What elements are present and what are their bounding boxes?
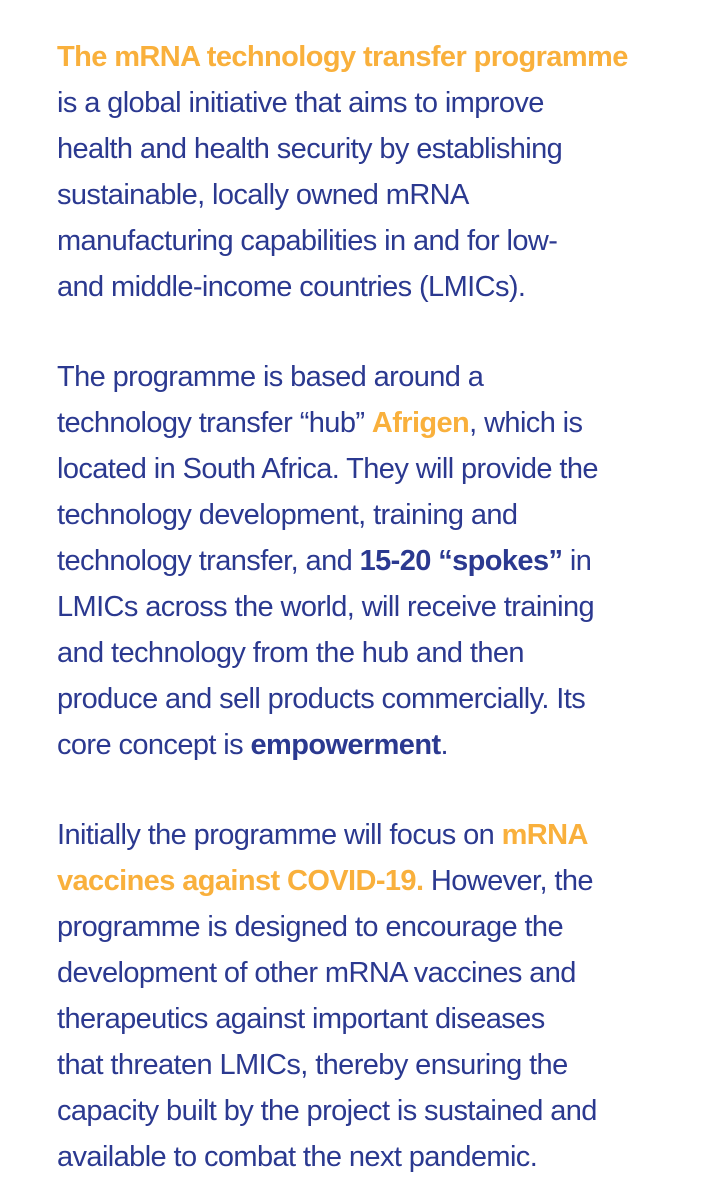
text-line (57, 722, 700, 768)
body-text: technology transfer, and (57, 545, 360, 577)
text-line (57, 812, 700, 858)
text-line (57, 538, 700, 584)
body-text: programme is designed to encourage the (57, 911, 563, 943)
text-line (57, 676, 700, 722)
text-line (57, 1134, 700, 1180)
body-text: and middle-income countries (LMICs). (57, 271, 526, 303)
text-line (57, 630, 700, 676)
body-text: manufacturing capabilities in and for low- (57, 225, 558, 257)
highlighted-text: mRNA (501, 819, 588, 851)
highlighted-text: The mRNA technology transfer programme (57, 41, 628, 73)
body-text: located in South Africa. They will provide the (57, 453, 598, 485)
text-column (57, 34, 700, 1180)
body-text: LMICs across the world, will receive training (57, 591, 595, 623)
body-text: and technology from the hub and then (57, 637, 524, 669)
text-line (57, 446, 700, 492)
text-line (57, 354, 700, 400)
body-text: capacity built by the project is sustained and (57, 1095, 597, 1127)
text-line (57, 1042, 700, 1088)
body-text: However, the (423, 865, 593, 897)
body-text: produce and sell products commercially. Its (57, 683, 586, 715)
highlighted-text: Afrigen (371, 407, 470, 439)
paragraph (57, 354, 700, 768)
body-text: core concept is (57, 729, 251, 761)
body-text: available to combat the next pandemic. (57, 1141, 538, 1173)
text-line (57, 950, 700, 996)
text-line (57, 264, 700, 310)
text-line (57, 904, 700, 950)
text-line (57, 126, 700, 172)
paragraph (57, 812, 700, 1180)
body-text: technology transfer “hub” (57, 407, 372, 439)
text-line (57, 218, 700, 264)
emphasized-text: empowerment (250, 729, 441, 761)
text-line (57, 996, 700, 1042)
body-text: The programme is based around a (57, 361, 484, 393)
body-text: technology development, training and (57, 499, 518, 531)
body-text: , which is (469, 407, 583, 439)
text-line (57, 584, 700, 630)
paragraph (57, 34, 700, 310)
text-line (57, 34, 700, 80)
text-line (57, 858, 700, 904)
body-text: therapeutics against important diseases (57, 1003, 545, 1035)
highlighted-text: vaccines against COVID-19. (57, 865, 424, 897)
body-text: Initially the programme will focus on (57, 819, 502, 851)
body-text: . (440, 729, 448, 761)
body-text: health and health security by establishing (57, 133, 563, 165)
emphasized-text: 15-20 “spokes” (359, 545, 563, 577)
body-text: sustainable, locally owned mRNA (57, 179, 469, 211)
text-line (57, 1088, 700, 1134)
body-text: is a global initiative that aims to improve (57, 87, 544, 119)
text-line (57, 80, 700, 126)
body-text: that threaten LMICs, thereby ensuring the (57, 1049, 568, 1081)
text-line (57, 400, 700, 446)
body-text: in (562, 545, 592, 577)
text-line (57, 492, 700, 538)
body-text: development of other mRNA vaccines and (57, 957, 576, 989)
text-line (57, 172, 700, 218)
